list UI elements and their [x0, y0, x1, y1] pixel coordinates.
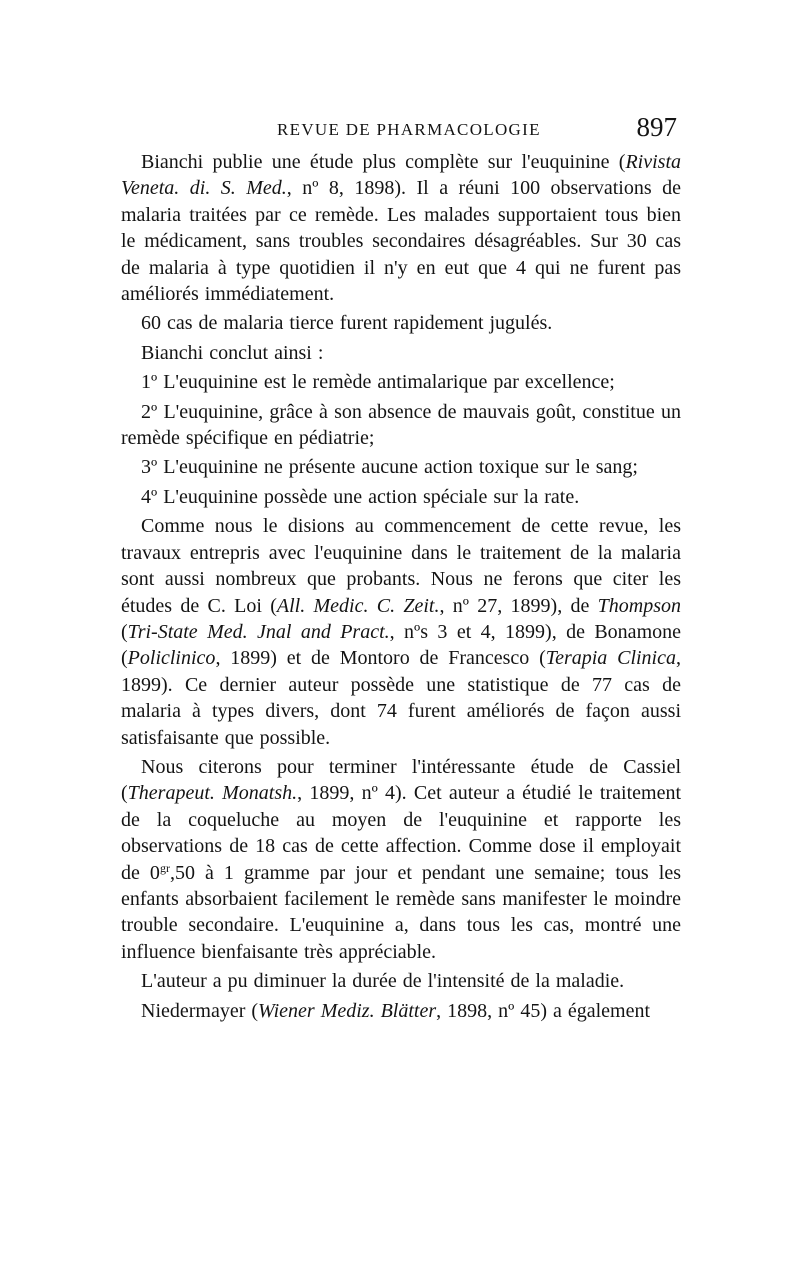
text-run: 2º L'euquinine, grâce à son absence de mauvais goût, constitue un remède spécifique en pédiatrie; [121, 400, 681, 450]
conclusion-item-2 [121, 399, 681, 452]
citation: Terapia Clinica [545, 647, 676, 670]
conclusion-item-4 [121, 484, 681, 510]
text-run: , 1898, nº 45) a également [436, 999, 651, 1022]
running-title: REVUE DE PHARMACOLOGIE [277, 120, 541, 139]
text-run: , nº 27, 1899), de [439, 594, 598, 617]
text-run: L'auteur a pu diminuer la durée de l'intensité de la maladie. [141, 970, 625, 993]
paragraph-conclusion-intro [121, 340, 681, 366]
text-run: Nous citerons pour terminer l'intéressante étude de Cassiel ( [121, 755, 681, 805]
text-run: 4º L'euquinine possède une action spéciale sur la rate. [141, 485, 580, 508]
text-run: Niedermayer ( [141, 999, 259, 1022]
text-run: 60 cas de malaria tierce furent rapidement jugulés. [141, 312, 553, 335]
text-run: 3º L'euquinine ne présente aucune action toxique sur le sang; [141, 456, 638, 479]
citation: Wiener Mediz. Blätter [258, 999, 437, 1022]
citation: Therapeut. Monatsh. [127, 782, 298, 805]
text-run: , nº 8, 1898). Il a réuni 100 observations de malaria traitées par ce remède. Les malades supportaient tous bien le médicament, sans troubles secondaires désagréables. Sur 30 cas de malaria à type quotidien il n'y en eut que 4 qui ne furent pas améliorés immédiatement. [121, 177, 681, 306]
paragraph-cassiel [121, 754, 681, 965]
text-run: , 1899). Ce dernier auteur possède une statistique de 77 cas de malaria à types divers, dont 74 furent améliorés de façon aussi satisfaisante que possible. [121, 647, 681, 749]
conclusion-item-3 [121, 454, 681, 480]
text-run: Bianchi publie une étude plus complète sur l'euquinine ( [141, 151, 626, 173]
text-run: Comme nous le disions au commencement de cette revue, les travaux entrepris avec l'euquinine dans le traitement de la malaria sont aussi nombreux que probants. Nous ne ferons que citer les études de C. Loi ( [121, 515, 681, 617]
paragraph-studies [121, 513, 681, 751]
conclusion-item-1 [121, 369, 681, 395]
citation: Thompson [597, 594, 681, 617]
paragraph-intensity [121, 968, 681, 994]
unit-superscript: gr [159, 860, 170, 875]
citation: Tri-State Med. Jnal and Pract. [127, 620, 390, 643]
text-run: 1º L'euquinine est le remède antimalarique par excellence; [141, 371, 615, 394]
citation: Rivista Veneta. di. S. Med. [121, 151, 681, 200]
citation: Policlinico [127, 647, 216, 670]
body-text [121, 149, 681, 1024]
text-run: ,50 à 1 gramme par jour et pendant une semaine; tous les enfants absorbaient facilement le remède sans manifester le moindre trouble secondaire. L'euquinine a, dans tous les cas, montré une influence bienfaisante très appréciable. [121, 861, 681, 963]
paragraph-bianchi [121, 149, 681, 307]
citation: All. Medic. C. Zeit. [276, 594, 440, 617]
text-run: , 1899, nº 4). Cet auteur a étudié le traitement de la coqueluche au moyen de l'euquinine et rapporte les observations de 18 cas de cette affection. Comme dose il employait de 0 [121, 782, 682, 884]
text-run: , 1899) et de Montoro de Francesco ( [215, 647, 546, 670]
text-run: ( [121, 620, 128, 643]
text-run: Bianchi conclut ainsi : [141, 341, 324, 364]
running-head [121, 112, 677, 148]
page-number: 897 [636, 112, 677, 142]
paragraph-tierce [121, 310, 681, 336]
paragraph-niedermayer [121, 998, 681, 1024]
text-run: , nºs 3 et 4, 1899), de Bonamone ( [121, 620, 681, 670]
